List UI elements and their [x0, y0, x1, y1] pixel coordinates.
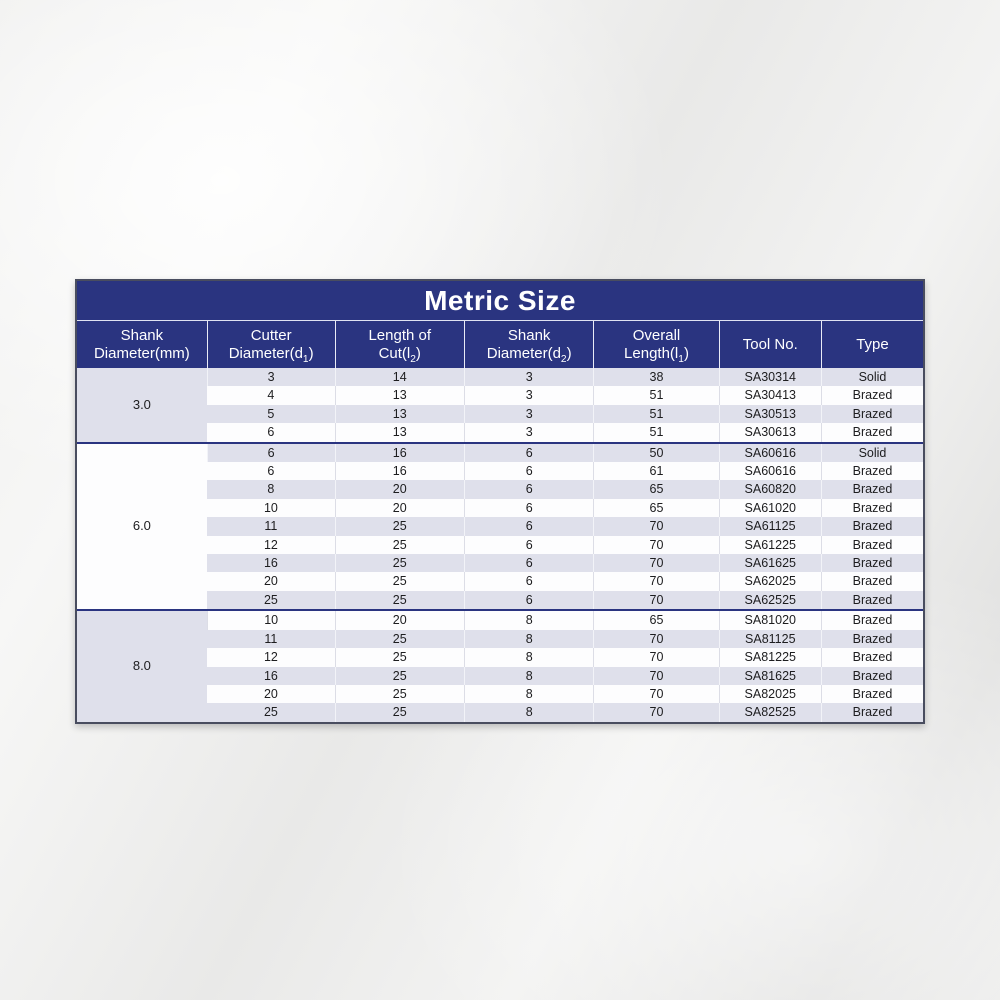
cell-shank-diameter-d2: 6 [464, 480, 593, 498]
column-header-6: Type [821, 321, 923, 368]
cell-cutter-diameter: 10 [207, 499, 335, 517]
cell-length-of-cut: 16 [335, 462, 464, 480]
cell-overall-length: 65 [594, 499, 719, 517]
table-row [77, 443, 923, 462]
cell-tool-no: SA30314 [719, 368, 821, 386]
cell-tool-no: SA81020 [719, 610, 821, 629]
cell-shank-diameter-d2: 8 [464, 703, 593, 721]
cell-tool-no: SA81625 [719, 667, 821, 685]
cell-overall-length: 70 [594, 591, 719, 610]
cell-type: Brazed [821, 462, 923, 480]
cell-overall-length: 70 [594, 685, 719, 703]
cell-type: Brazed [821, 386, 923, 404]
cell-cutter-diameter: 25 [207, 591, 335, 610]
cell-overall-length: 70 [594, 667, 719, 685]
cell-type: Brazed [821, 405, 923, 423]
cell-shank-diameter-d2: 8 [464, 610, 593, 629]
cell-length-of-cut: 13 [335, 423, 464, 442]
cell-tool-no: SA81225 [719, 648, 821, 666]
metric-size-table [75, 279, 925, 724]
cell-tool-no: SA60616 [719, 462, 821, 480]
cell-length-of-cut: 13 [335, 405, 464, 423]
cell-length-of-cut: 25 [335, 648, 464, 666]
cell-tool-no: SA62525 [719, 591, 821, 610]
cell-overall-length: 51 [594, 386, 719, 404]
cell-cutter-diameter: 16 [207, 667, 335, 685]
column-header-1: Cutter $Diameter(d_1)$ [207, 321, 335, 368]
cell-length-of-cut: 25 [335, 536, 464, 554]
cell-cutter-diameter: 11 [207, 517, 335, 535]
cell-shank-diameter-d2: 6 [464, 443, 593, 462]
cell-type: Brazed [821, 536, 923, 554]
cell-cutter-diameter: 20 [207, 685, 335, 703]
cell-cutter-diameter: 6 [207, 443, 335, 462]
cell-shank-diameter-d2: 8 [464, 630, 593, 648]
cell-cutter-diameter: 10 [207, 610, 335, 629]
cell-shank-diameter-d2: 3 [464, 386, 593, 404]
cell-shank-diameter-d2: 8 [464, 648, 593, 666]
cell-shank-diameter-d2: 3 [464, 405, 593, 423]
table-header-row [77, 321, 923, 368]
cell-shank-diameter-d2: 6 [464, 536, 593, 554]
cell-cutter-diameter: 3 [207, 368, 335, 386]
cell-length-of-cut: 25 [335, 630, 464, 648]
cell-overall-length: 65 [594, 610, 719, 629]
shank-diameter-group-cell: 8.0 [77, 610, 207, 721]
column-header-3: Shank $Diameter(d_2)$ [464, 321, 593, 368]
cell-type: Solid [821, 443, 923, 462]
table-row [77, 368, 923, 386]
cell-cutter-diameter: 16 [207, 554, 335, 572]
cell-overall-length: 65 [594, 480, 719, 498]
cell-overall-length: 51 [594, 405, 719, 423]
cell-shank-diameter-d2: 8 [464, 685, 593, 703]
cell-shank-diameter-d2: 6 [464, 462, 593, 480]
cell-overall-length: 51 [594, 423, 719, 442]
cell-length-of-cut: 25 [335, 703, 464, 721]
cell-length-of-cut: 20 [335, 480, 464, 498]
cell-length-of-cut: 25 [335, 667, 464, 685]
cell-tool-no: SA60616 [719, 443, 821, 462]
shank-diameter-group-cell: 6.0 [77, 443, 207, 611]
cell-type: Brazed [821, 685, 923, 703]
cell-cutter-diameter: 12 [207, 648, 335, 666]
cell-tool-no: SA82025 [719, 685, 821, 703]
cell-cutter-diameter: 20 [207, 572, 335, 590]
cell-overall-length: 50 [594, 443, 719, 462]
cell-type: Brazed [821, 610, 923, 629]
cell-tool-no: SA61625 [719, 554, 821, 572]
cell-type: Brazed [821, 554, 923, 572]
table-body [77, 368, 923, 722]
cell-tool-no: SA62025 [719, 572, 821, 590]
cell-overall-length: 70 [594, 648, 719, 666]
cell-cutter-diameter: 12 [207, 536, 335, 554]
cell-shank-diameter-d2: 6 [464, 572, 593, 590]
cell-tool-no: SA61125 [719, 517, 821, 535]
column-header-2: Length of $Cut(l_2)$ [335, 321, 464, 368]
cell-tool-no: SA60820 [719, 480, 821, 498]
shank-diameter-group-cell: 3.0 [77, 368, 207, 443]
cell-type: Brazed [821, 591, 923, 610]
cell-overall-length: 70 [594, 630, 719, 648]
cell-length-of-cut: 25 [335, 685, 464, 703]
cell-cutter-diameter: 6 [207, 462, 335, 480]
cell-length-of-cut: 25 [335, 591, 464, 610]
cell-overall-length: 70 [594, 517, 719, 535]
cell-length-of-cut: 16 [335, 443, 464, 462]
cell-overall-length: 70 [594, 536, 719, 554]
column-header-5: Tool No. [719, 321, 821, 368]
cell-shank-diameter-d2: 6 [464, 591, 593, 610]
cell-overall-length: 61 [594, 462, 719, 480]
cell-tool-no: SA30613 [719, 423, 821, 442]
column-header-4: Overall $Length(l_1)$ [594, 321, 719, 368]
cell-type: Brazed [821, 648, 923, 666]
cell-cutter-diameter: 11 [207, 630, 335, 648]
cell-length-of-cut: 25 [335, 572, 464, 590]
cell-cutter-diameter: 8 [207, 480, 335, 498]
cell-tool-no: SA82525 [719, 703, 821, 721]
cell-shank-diameter-d2: 6 [464, 517, 593, 535]
cell-type: Brazed [821, 480, 923, 498]
cell-shank-diameter-d2: 6 [464, 499, 593, 517]
cell-overall-length: 38 [594, 368, 719, 386]
cell-type: Solid [821, 368, 923, 386]
cell-shank-diameter-d2: 8 [464, 667, 593, 685]
cell-overall-length: 70 [594, 703, 719, 721]
cell-type: Brazed [821, 703, 923, 721]
cell-tool-no: SA30513 [719, 405, 821, 423]
cell-tool-no: SA61020 [719, 499, 821, 517]
cell-shank-diameter-d2: 6 [464, 554, 593, 572]
spec-table [77, 321, 923, 722]
cell-length-of-cut: 14 [335, 368, 464, 386]
cell-type: Brazed [821, 630, 923, 648]
cell-type: Brazed [821, 423, 923, 442]
cell-tool-no: SA81125 [719, 630, 821, 648]
cell-type: Brazed [821, 667, 923, 685]
cell-cutter-diameter: 4 [207, 386, 335, 404]
cell-length-of-cut: 20 [335, 610, 464, 629]
cell-length-of-cut: 13 [335, 386, 464, 404]
cell-overall-length: 70 [594, 572, 719, 590]
cell-tool-no: SA61225 [719, 536, 821, 554]
cell-cutter-diameter: 5 [207, 405, 335, 423]
cell-length-of-cut: 20 [335, 499, 464, 517]
cell-tool-no: SA30413 [719, 386, 821, 404]
cell-type: Brazed [821, 517, 923, 535]
cell-shank-diameter-d2: 3 [464, 368, 593, 386]
column-header-0: Shank Diameter(mm) [77, 321, 207, 368]
table-row [77, 610, 923, 629]
cell-type: Brazed [821, 572, 923, 590]
cell-cutter-diameter: 25 [207, 703, 335, 721]
cell-shank-diameter-d2: 3 [464, 423, 593, 442]
cell-type: Brazed [821, 499, 923, 517]
cell-overall-length: 70 [594, 554, 719, 572]
cell-length-of-cut: 25 [335, 517, 464, 535]
cell-length-of-cut: 25 [335, 554, 464, 572]
cell-cutter-diameter: 6 [207, 423, 335, 442]
table-title: Metric Size [77, 281, 923, 321]
